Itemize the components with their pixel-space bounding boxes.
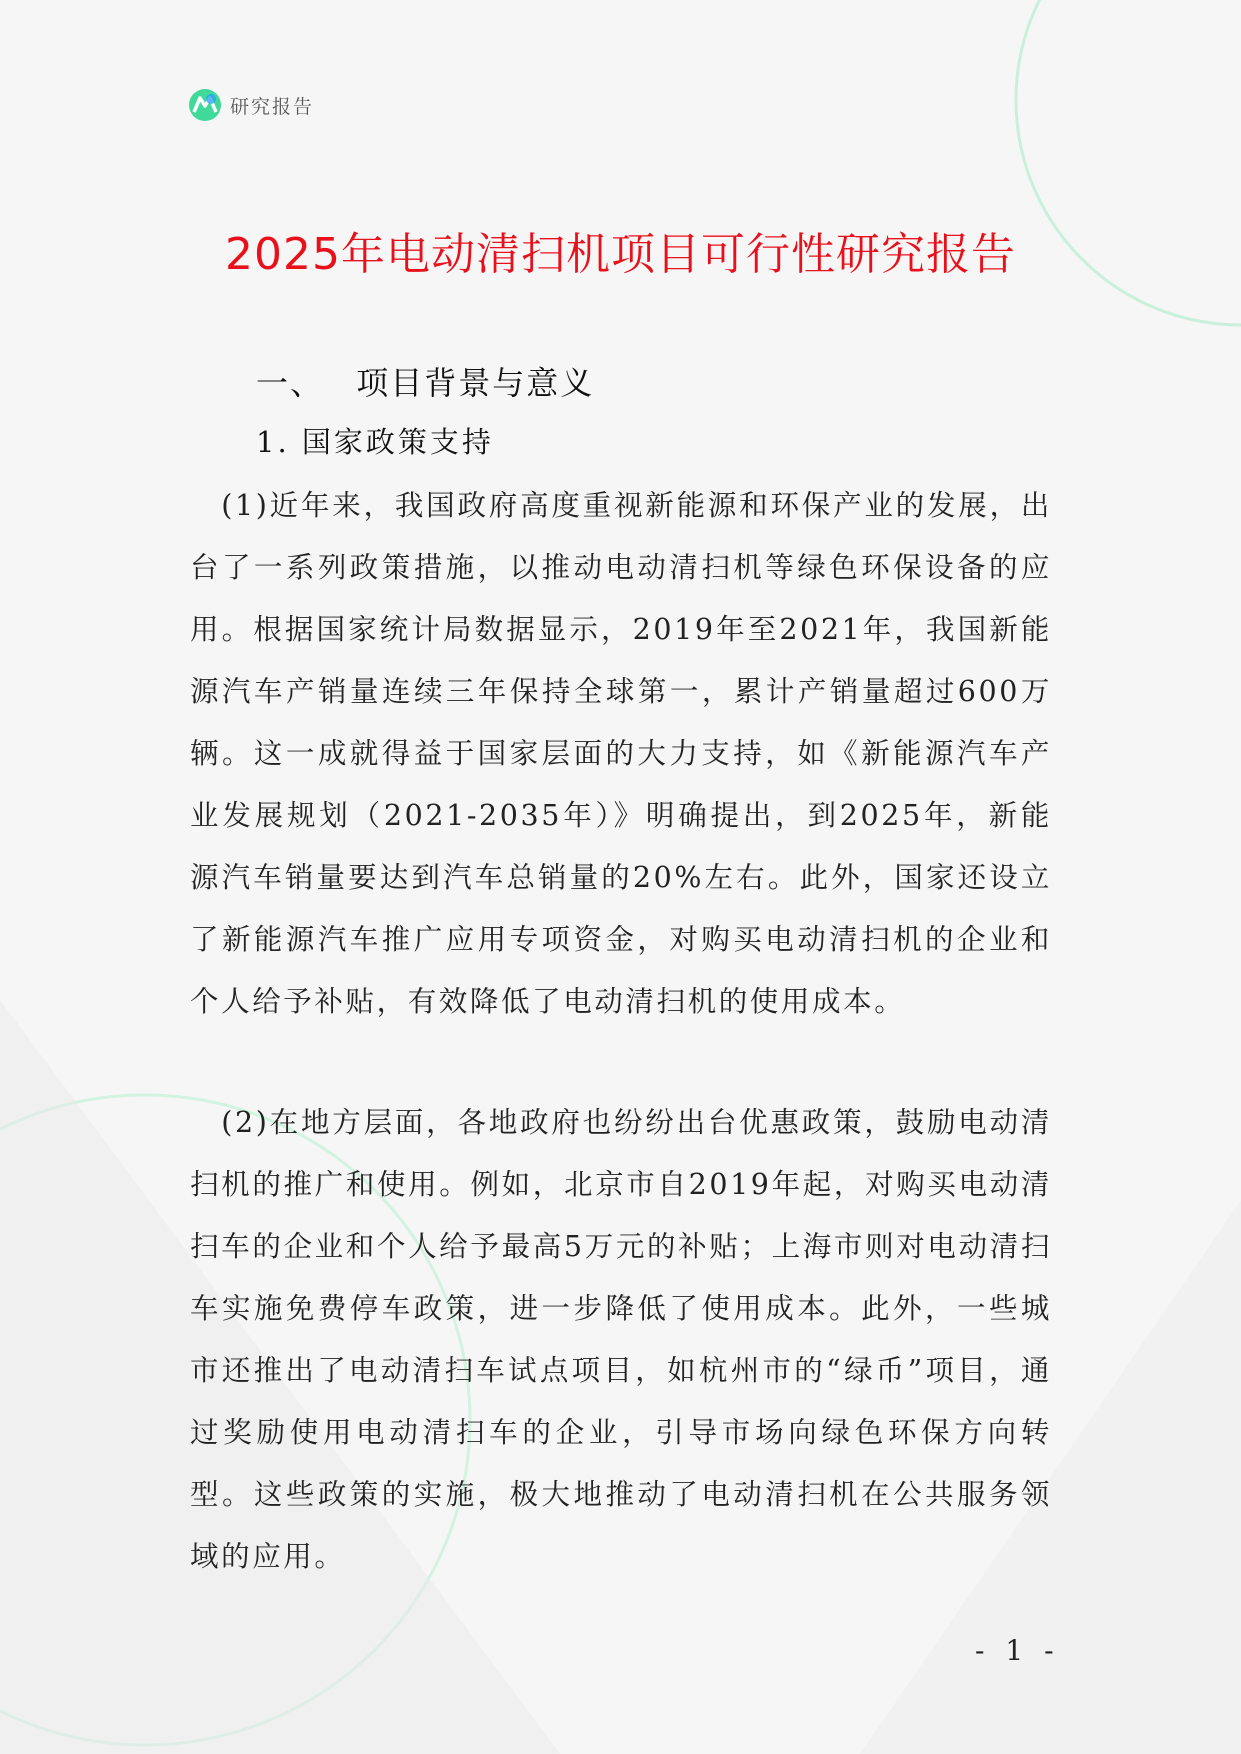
section-heading [256, 358, 594, 404]
subsection-heading: 1. 国家政策支持 [256, 425, 494, 459]
page-number: - 1 - [975, 1634, 1060, 1667]
body-paragraph-2: (2)在地方层面，各地政府也纷纷出台优惠政策，鼓励电动清扫机的推广和使用。例如，北京市自2019年起，对购买电动清扫车的企业和个人给予最高5万元的补贴；上海市则对电动清扫车实施免费停车政策，进一步降低了使用成本。此外，一些城市还推出了电动清扫车试点项目，如杭州市的“绿币”项目，通过奖励使用电动清扫车的企业，引导市场向绿色环保方向转型。这些政策的实施，极大地推动了电动清扫机在公共服务领域的应用。 [190, 1106, 1052, 1573]
section-title: 项目背景与意义 [356, 364, 595, 402]
body-paragraph-1: (1)近年来，我国政府高度重视新能源和环保产业的发展，出台了一系列政策措施，以推动电动清扫机等绿色环保设备的应用。根据国家统计局数据显示，2019年至2021年，我国新能源汽车产销量连续三年保持全球第一，累计产销量超过600万辆。这一成就得益于国家层面的大力支持，如《新能源汽车产业发展规划（2021-2035年）》明确提出，到2025年，新能源汽车销量要达到汽车总销量的20%左右。此外，国家还设立了新能源汽车推广应用专项资金，对购买电动清扫机的企业和个人给予补贴，有效降低了电动清扫机的使用成本。 [190, 489, 1052, 1018]
document-title: 2025年电动清扫机项目可行性研究报告 [225, 229, 1016, 280]
report-header [188, 88, 314, 122]
brand-logo-icon [188, 88, 222, 122]
header-label: 研究报告 [230, 95, 315, 118]
section-number: 一、 [256, 364, 325, 402]
